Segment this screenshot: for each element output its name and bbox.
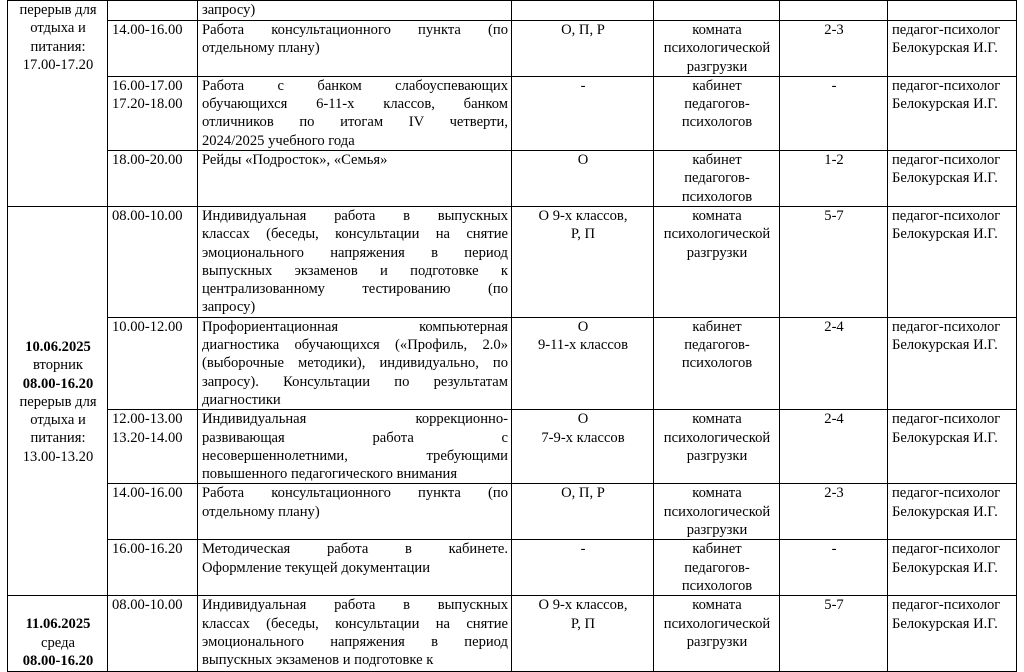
responsible-cell xyxy=(888,206,1017,317)
cell-line: 17.20-18.00 xyxy=(112,96,183,113)
date-note: 17.00-17.20 xyxy=(22,56,94,73)
table-row xyxy=(8,484,1017,540)
cell-line: кабинет xyxy=(692,541,742,558)
cell-line: Белокурская И.Г. xyxy=(892,503,998,520)
table-row xyxy=(8,410,1017,484)
activity-cell xyxy=(198,540,512,596)
cell-line: отдельному плану) xyxy=(202,40,320,57)
cell-line: выпускных экзаменов и подготовке к xyxy=(202,652,434,669)
cell-line: психологической xyxy=(663,226,771,243)
hours-cell: 2-4 xyxy=(780,317,888,409)
cell-line: О xyxy=(577,411,589,428)
cell-line: развивающая работа с xyxy=(202,429,508,446)
cell-line: О, П, Р xyxy=(561,485,605,502)
responsible-cell xyxy=(888,1,1017,21)
cell-line: комната xyxy=(692,597,742,614)
activity-cell xyxy=(198,596,512,672)
cell-line: О xyxy=(577,318,589,335)
activity-cell xyxy=(198,151,512,207)
cell-line: кабинет xyxy=(692,77,742,94)
cell-line: педагог-психолог xyxy=(892,541,1001,558)
cell-line: 14.00-16.00 xyxy=(112,22,183,38)
time-cell xyxy=(108,206,198,317)
date-note: отдыха и xyxy=(30,20,86,37)
hours-cell: 2-3 xyxy=(780,21,888,77)
schedule-table xyxy=(7,0,1017,672)
place-cell xyxy=(654,206,780,317)
cell-line: Белокурская И.Г. xyxy=(892,170,998,187)
time-cell xyxy=(108,410,198,484)
cell-line: Белокурская И.Г. xyxy=(892,429,998,446)
hours-cell xyxy=(780,1,888,21)
responsible-cell xyxy=(888,21,1017,77)
table-row xyxy=(8,317,1017,409)
table-row xyxy=(8,21,1017,77)
responsible-cell xyxy=(888,484,1017,540)
cell-line: - xyxy=(580,541,586,558)
cell-line: О 9-х классов, xyxy=(538,597,628,614)
cell-line: Белокурская И.Г. xyxy=(892,226,998,243)
table-row xyxy=(8,206,1017,317)
activity-cell xyxy=(198,484,512,540)
hours-cell: 1-2 xyxy=(780,151,888,207)
cell-line: кабинет xyxy=(692,318,742,335)
participants-cell xyxy=(512,484,654,540)
place-cell xyxy=(654,76,780,150)
date-cell xyxy=(8,596,108,672)
place-cell xyxy=(654,317,780,409)
date-note: 13.00-13.20 xyxy=(22,448,94,465)
cell-line: педагог-психолог xyxy=(892,318,1001,335)
time-cell xyxy=(108,540,198,596)
cell-line: педагог-психолог xyxy=(892,22,1001,38)
activity-cell xyxy=(198,21,512,77)
cell-line: педагогов- xyxy=(684,559,750,576)
cell-line: О xyxy=(577,152,589,169)
participants-cell xyxy=(512,540,654,596)
cell-line: Белокурская И.Г. xyxy=(892,559,998,576)
cell-line: психологической xyxy=(663,615,771,632)
cell-line: 9-11-х классов xyxy=(537,337,628,354)
cell-line: педагогов- xyxy=(684,337,750,354)
table-row xyxy=(8,151,1017,207)
cell-line: Белокурская И.Г. xyxy=(892,40,998,57)
cell-line: отдельному плану) xyxy=(202,503,320,520)
cell-line: педагог-психолог xyxy=(892,597,1001,614)
place-cell xyxy=(654,1,780,21)
participants-cell xyxy=(512,76,654,150)
cell-line: разгрузки xyxy=(686,447,748,464)
cell-line: - xyxy=(580,77,586,94)
time-cell xyxy=(108,596,198,672)
cell-line: 13.20-14.00 xyxy=(112,429,183,446)
cell-line: Работа консультационного пункта (по xyxy=(202,485,508,502)
cell-line: Индивидуальная работа в выпускных xyxy=(202,207,508,224)
cell-line: Белокурская И.Г. xyxy=(892,337,998,354)
hours-cell: 2-4 xyxy=(780,410,888,484)
cell-line: повышенного педагогического внимания xyxy=(202,466,458,483)
cell-line: разгрузки xyxy=(686,58,748,75)
cell-line: педагог-психолог xyxy=(892,152,1001,169)
place-cell xyxy=(654,540,780,596)
activity-cell xyxy=(198,1,512,21)
cell-line: комната xyxy=(692,207,742,224)
participants-cell xyxy=(512,317,654,409)
cell-line: эмоционального напряжения в период xyxy=(202,244,508,261)
cell-line: Индивидуальная работа в выпускных xyxy=(202,597,508,614)
cell-line: Р, П xyxy=(570,615,596,632)
hours-cell: 5-7 xyxy=(780,206,888,317)
table-row xyxy=(8,76,1017,150)
cell-line: Белокурская И.Г. xyxy=(892,615,998,632)
hours-cell: - xyxy=(780,540,888,596)
cell-line: классах (беседы, консультации на снятие xyxy=(202,615,508,632)
participants-cell xyxy=(512,206,654,317)
cell-line: разгрузки xyxy=(686,633,748,650)
cell-line: разгрузки xyxy=(686,522,748,539)
cell-line: педагогов- xyxy=(684,96,750,113)
cell-line: О, П, Р xyxy=(561,22,605,38)
cell-line: Рейды «Подросток», «Семья» xyxy=(202,152,388,169)
table-row xyxy=(8,540,1017,596)
table-row xyxy=(8,1,1017,21)
cell-line: психологической xyxy=(663,429,771,446)
cell-line: классах (беседы, консультации на снятие xyxy=(202,226,508,243)
schedule-body xyxy=(8,1,1017,672)
cell-line: 7-9-х классов xyxy=(541,429,625,446)
participants-cell xyxy=(512,21,654,77)
responsible-cell xyxy=(888,410,1017,484)
cell-line: педагогов- xyxy=(684,170,750,187)
participants-cell xyxy=(512,410,654,484)
hours-cell: 2-3 xyxy=(780,484,888,540)
activity-cell xyxy=(198,76,512,150)
cell-line: обучающихся 6-11-х классов, банком xyxy=(202,96,508,113)
cell-line: Работа консультационного пункта (по xyxy=(202,22,508,38)
date-note: вторник xyxy=(32,357,84,374)
cell-line: психологов xyxy=(681,355,753,372)
time-cell xyxy=(108,1,198,21)
time-cell xyxy=(108,21,198,77)
cell-line: комната xyxy=(692,485,742,502)
date-note: питания: xyxy=(30,38,86,55)
cell-line: кабинет xyxy=(692,152,742,169)
cell-line: запросу) xyxy=(202,299,256,316)
cell-line: О 9-х классов, xyxy=(538,207,628,224)
responsible-cell xyxy=(888,540,1017,596)
cell-line: 16.00-16.20 xyxy=(112,541,183,558)
cell-line: 18.00-20.00 xyxy=(112,152,183,169)
responsible-cell xyxy=(888,76,1017,150)
cell-line: комната xyxy=(692,22,742,38)
cell-line: психологической xyxy=(663,503,771,520)
place-cell xyxy=(654,21,780,77)
time-cell xyxy=(108,484,198,540)
participants-cell xyxy=(512,151,654,207)
place-cell xyxy=(654,484,780,540)
activity-cell xyxy=(198,206,512,317)
date-note: питания: xyxy=(30,430,86,447)
cell-line: запросу). Консультации по результатам xyxy=(202,373,508,390)
cell-line: 16.00-17.00 xyxy=(112,77,183,94)
cell-line: психологов xyxy=(681,577,753,594)
cell-line: 12.00-13.00 xyxy=(112,411,183,428)
cell-line: Профориентационная компьютерная xyxy=(202,318,508,335)
cell-line: психологов xyxy=(681,114,753,131)
cell-line: Работа с банком слабоуспевающих xyxy=(202,77,508,94)
date-cell xyxy=(8,1,108,207)
cell-line: централизованному тестированию (по xyxy=(202,281,508,298)
cell-line: запросу) xyxy=(202,2,256,18)
hours-cell: - xyxy=(780,76,888,150)
cell-line: 14.00-16.00 xyxy=(112,485,183,502)
cell-line: 2024/2025 учебного года xyxy=(202,132,355,149)
activity-cell xyxy=(198,410,512,484)
cell-line: 08.00-10.00 xyxy=(112,597,183,614)
time-cell xyxy=(108,317,198,409)
cell-line: педагог-психолог xyxy=(892,207,1001,224)
cell-line: разгрузки xyxy=(686,244,748,261)
date-note: перерыв для xyxy=(19,2,97,18)
cell-line: Индивидуальная коррекционно- xyxy=(202,411,508,428)
place-cell xyxy=(654,410,780,484)
cell-line: диагностики xyxy=(202,391,281,408)
cell-line: 10.00-12.00 xyxy=(112,318,183,335)
cell-line: педагог-психолог xyxy=(892,411,1001,428)
cell-line: выпускных экзаменов и подготовке к xyxy=(202,262,508,279)
date-heading: 10.06.2025 xyxy=(25,338,91,355)
cell-line: отличников по итогам IV четверти, xyxy=(202,114,508,131)
cell-line: 08.00-10.00 xyxy=(112,207,183,224)
cell-line: Р, П xyxy=(570,226,596,243)
time-cell xyxy=(108,76,198,150)
date-heading: 08.00-16.20 xyxy=(22,652,94,669)
responsible-cell xyxy=(888,596,1017,672)
cell-line: педагог-психолог xyxy=(892,485,1001,502)
cell-line: эмоционального напряжения в период xyxy=(202,633,508,650)
date-heading: 08.00-16.20 xyxy=(22,375,94,392)
date-note: среда xyxy=(41,634,75,651)
activity-cell xyxy=(198,317,512,409)
cell-line: Методическая работа в кабинете. xyxy=(202,541,508,558)
cell-line: педагог-психолог xyxy=(892,77,1001,94)
date-cell xyxy=(8,206,108,595)
cell-line: Белокурская И.Г. xyxy=(892,96,998,113)
responsible-cell xyxy=(888,151,1017,207)
date-note: отдыха и xyxy=(30,412,86,429)
cell-line: несовершеннолетними, требующими xyxy=(202,447,508,464)
cell-line: диагностика обучающихся («Профиль, 2.0» xyxy=(202,337,508,354)
cell-line: комната xyxy=(692,411,742,428)
cell-line: (выборочные методики), индивидуально, по xyxy=(202,355,508,372)
cell-line: психологов xyxy=(681,188,753,205)
participants-cell xyxy=(512,596,654,672)
date-heading: 11.06.2025 xyxy=(25,616,91,633)
cell-line: психологической xyxy=(663,40,771,57)
place-cell xyxy=(654,151,780,207)
time-cell xyxy=(108,151,198,207)
date-note: перерыв для xyxy=(19,393,97,410)
hours-cell: 5-7 xyxy=(780,596,888,672)
responsible-cell xyxy=(888,317,1017,409)
place-cell xyxy=(654,596,780,672)
table-row xyxy=(8,596,1017,672)
cell-line: Оформление текущей документации xyxy=(202,559,431,576)
participants-cell xyxy=(512,1,654,21)
